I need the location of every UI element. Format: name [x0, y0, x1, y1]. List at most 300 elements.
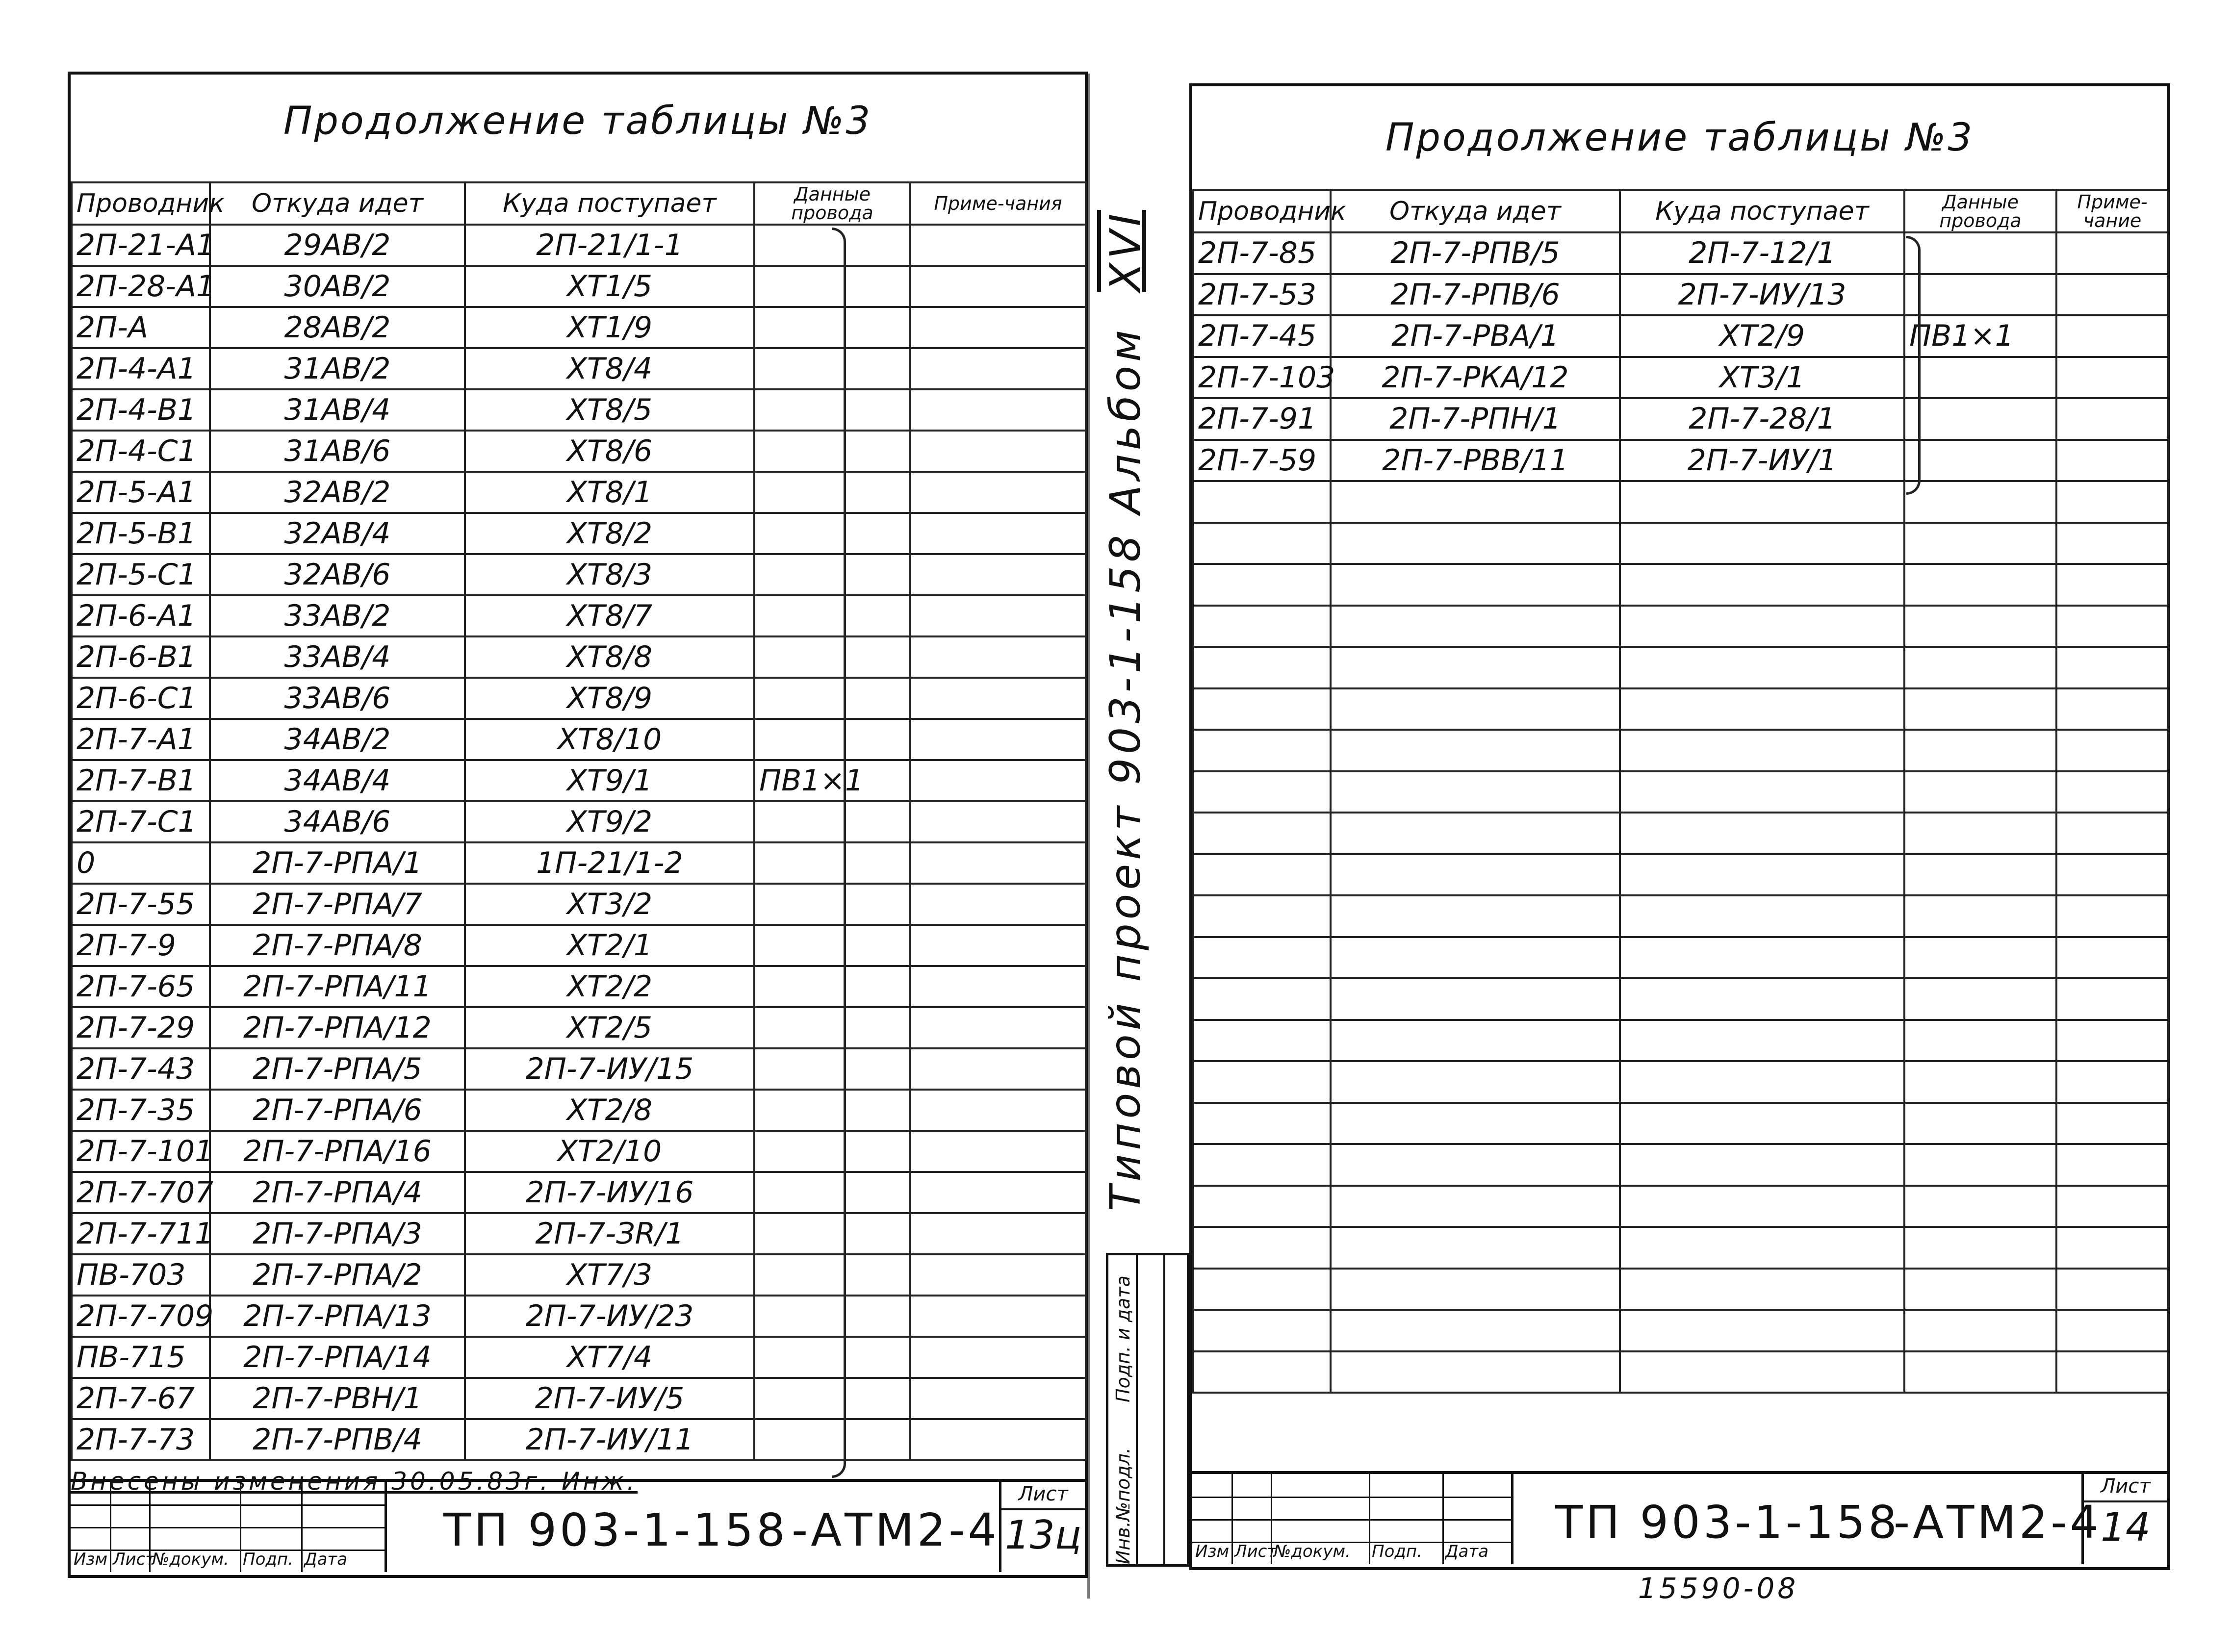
empty-cell — [1193, 688, 1331, 730]
table-row — [72, 348, 1086, 389]
from-cell: 31АВ/4 — [210, 389, 465, 431]
left-sheet-number-box — [999, 1482, 1085, 1572]
table-row — [72, 431, 1086, 472]
from-cell: 2П-7-РПА/7 — [210, 884, 465, 925]
table-row — [72, 266, 1086, 307]
to-cell: ХТ8/8 — [465, 636, 754, 678]
stamp-label: Лист — [113, 1550, 155, 1569]
conductor-cell: ПВ-703 — [72, 1254, 210, 1296]
empty-cell — [1904, 1186, 2056, 1227]
table-row — [72, 1378, 1086, 1419]
empty-cell — [910, 636, 1086, 678]
empty-cell — [1193, 1269, 1331, 1310]
conductor-cell: 2П-7-В1 — [72, 760, 210, 801]
empty-cell — [1193, 730, 1331, 771]
wire-spec-cell: ПВ1×1 — [1904, 315, 2056, 357]
empty-cell — [1620, 771, 1904, 813]
empty-cell — [910, 595, 1086, 636]
from-cell: 2П-7-РВВ/11 — [1331, 440, 1620, 482]
to-cell: 2П-7-ИУ/23 — [465, 1296, 754, 1337]
from-cell: 34АВ/2 — [210, 719, 465, 760]
conductor-cell: 2П-4-А1 — [72, 348, 210, 389]
left-heading: Продолжение таблицы №3 — [283, 99, 872, 143]
left-sheet-number: 13ц — [1004, 1512, 1082, 1558]
from-cell: 2П-7-РПА/12 — [210, 1007, 465, 1048]
table-row — [72, 1337, 1086, 1378]
to-cell: ХТ2/1 — [465, 925, 754, 966]
from-cell: 2П-7-РПВ/5 — [1331, 232, 1620, 274]
empty-cell — [2056, 895, 2168, 937]
empty-cell — [1193, 1144, 1331, 1186]
table-row — [72, 1213, 1086, 1254]
right-col-header-2: Куда поступает — [1620, 190, 1904, 232]
table-row — [72, 595, 1086, 636]
empty-cell — [910, 1337, 1086, 1378]
stamp-label: Изм — [1195, 1542, 1230, 1561]
empty-cell — [1193, 854, 1331, 896]
left-col-header-2: Куда поступает — [465, 182, 754, 225]
empty-cell — [2056, 440, 2168, 482]
empty-cell — [1331, 1227, 1620, 1269]
from-cell: 29АВ/2 — [210, 225, 465, 266]
empty-cell — [1331, 1186, 1620, 1227]
inventory-strip — [1106, 1253, 1189, 1567]
empty-cell — [1904, 1061, 2056, 1103]
table-row — [1193, 1186, 2168, 1227]
empty-cell — [1904, 440, 2056, 482]
empty-cell — [1620, 1061, 1904, 1103]
empty-cell — [1620, 978, 1904, 1020]
empty-cell — [1193, 564, 1331, 606]
stamp-label: Подп. — [243, 1550, 293, 1569]
from-cell: 31АВ/6 — [210, 431, 465, 472]
empty-cell — [2056, 232, 2168, 274]
to-cell: ХТ2/5 — [465, 1007, 754, 1048]
table-row — [72, 1007, 1086, 1048]
from-cell: 33АВ/6 — [210, 678, 465, 719]
empty-cell — [1193, 813, 1331, 854]
to-cell: ХТ7/4 — [465, 1337, 754, 1378]
from-cell: 2П-7-РКА/12 — [1331, 357, 1620, 399]
empty-cell — [910, 1378, 1086, 1419]
empty-cell — [910, 760, 1086, 801]
empty-cell — [910, 431, 1086, 472]
table-row — [1193, 813, 2168, 854]
table-row — [1193, 1144, 2168, 1186]
conductor-cell: 2П-7-73 — [72, 1419, 210, 1460]
empty-cell — [1904, 813, 2056, 854]
from-cell: 2П-7-РПА/2 — [210, 1254, 465, 1296]
from-cell: 2П-7-РВН/1 — [210, 1378, 465, 1419]
to-cell: ХТ2/10 — [465, 1131, 754, 1172]
empty-cell — [1331, 1061, 1620, 1103]
empty-cell — [910, 554, 1086, 595]
empty-cell — [2056, 1103, 2168, 1144]
empty-cell — [910, 678, 1086, 719]
empty-cell — [1193, 895, 1331, 937]
empty-cell — [1193, 1103, 1331, 1144]
empty-cell — [2056, 606, 2168, 647]
from-cell: 2П-7-РПА/3 — [210, 1213, 465, 1254]
left-col-header-0: Проводник — [72, 182, 210, 225]
from-cell: 2П-7-РПВ/4 — [210, 1419, 465, 1460]
empty-cell — [1331, 730, 1620, 771]
stamp-grid-line — [1369, 1474, 1370, 1564]
empty-cell — [1331, 771, 1620, 813]
right-col-header-1: Откуда идет — [1331, 190, 1620, 232]
changes-note: Внесены изменения 30.05.83г. Инж. — [71, 1467, 638, 1496]
empty-cell — [1331, 688, 1620, 730]
to-cell: ХТ8/4 — [465, 348, 754, 389]
from-cell: 2П-7-РПА/11 — [210, 966, 465, 1007]
to-cell: ХТ8/2 — [465, 513, 754, 554]
empty-cell — [2056, 357, 2168, 399]
conductor-cell: 2П-7-85 — [1193, 232, 1331, 274]
empty-cell — [1193, 481, 1331, 523]
conductor-cell: 2П-4-В1 — [72, 389, 210, 431]
table-row — [72, 925, 1086, 966]
empty-cell — [1193, 937, 1331, 979]
empty-cell — [910, 719, 1086, 760]
empty-cell — [1620, 1020, 1904, 1062]
table-row — [72, 225, 1086, 266]
empty-cell — [1904, 688, 2056, 730]
to-cell: 2П-7-ИУ/5 — [465, 1378, 754, 1419]
conductor-cell: 2П-7-711 — [72, 1213, 210, 1254]
empty-cell — [1331, 978, 1620, 1020]
empty-cell — [910, 1172, 1086, 1213]
empty-cell — [910, 1254, 1086, 1296]
right-sheet-number-box — [2081, 1474, 2167, 1564]
empty-cell — [1331, 1144, 1620, 1186]
table-row — [72, 760, 1086, 801]
empty-cell — [1331, 523, 1620, 564]
right-wire-table — [1192, 189, 2169, 1394]
table-row — [1193, 730, 2168, 771]
album-number: XVI — [1101, 209, 1150, 292]
empty-cell — [1904, 398, 2056, 440]
empty-cell — [1193, 1020, 1331, 1062]
left-wire-table — [71, 181, 1087, 1461]
conductor-cell: 2П-7-29 — [72, 1007, 210, 1048]
right-stamp-grid — [1192, 1474, 1513, 1564]
table-row — [1193, 1310, 2168, 1351]
empty-cell — [2056, 1227, 2168, 1269]
to-cell: 2П-21/1-1 — [465, 225, 754, 266]
empty-cell — [1331, 481, 1620, 523]
table-row — [1193, 1227, 2168, 1269]
from-cell: 34АВ/4 — [210, 760, 465, 801]
to-cell: 2П-7-ИУ/11 — [465, 1419, 754, 1460]
empty-cell — [910, 266, 1086, 307]
to-cell: 2П-7-ЗR/1 — [465, 1213, 754, 1254]
empty-cell — [1331, 854, 1620, 896]
conductor-cell: 2П-7-С1 — [72, 801, 210, 842]
stamp-grid-line — [1231, 1474, 1233, 1564]
table-row — [72, 389, 1086, 431]
empty-cell — [2056, 854, 2168, 896]
table-row — [1193, 481, 2168, 523]
empty-cell — [1331, 1269, 1620, 1310]
to-cell: ХТ8/3 — [465, 554, 754, 595]
empty-cell — [1620, 606, 1904, 647]
from-cell: 2П-7-РПВ/6 — [1331, 274, 1620, 316]
conductor-cell: ПВ-715 — [72, 1337, 210, 1378]
conductor-cell: 2П-7-А1 — [72, 719, 210, 760]
conductor-cell: 2П-5-А1 — [72, 472, 210, 513]
empty-cell — [910, 1090, 1086, 1131]
stamp-label: Дата — [304, 1550, 348, 1569]
empty-cell — [1904, 1020, 2056, 1062]
right-heading: Продолжение таблицы №3 — [1385, 116, 1975, 160]
sign-date-label: Подп. и дата — [1112, 1275, 1134, 1402]
stamp-grid-line — [1192, 1497, 1511, 1498]
album-label — [1101, 210, 1150, 1211]
from-cell: 2П-7-РПА/6 — [210, 1090, 465, 1131]
empty-cell — [2056, 1020, 2168, 1062]
left-stamp-grid — [71, 1482, 387, 1572]
empty-cell — [1620, 1144, 1904, 1186]
conductor-cell: 2П-7-65 — [72, 966, 210, 1007]
stamp-grid-line — [1192, 1519, 1511, 1521]
conductor-cell: 2П-5-С1 — [72, 554, 210, 595]
empty-cell — [2056, 1061, 2168, 1103]
conductor-cell: 2П-21-А1 — [72, 225, 210, 266]
empty-cell — [1904, 978, 2056, 1020]
to-cell: ХТ8/1 — [465, 472, 754, 513]
left-doc-suffix: -АТМ2-4 — [792, 1504, 1000, 1556]
empty-cell — [910, 1296, 1086, 1337]
from-cell: 33АВ/4 — [210, 636, 465, 678]
from-cell: 2П-7-РПА/8 — [210, 925, 465, 966]
table-row — [1193, 895, 2168, 937]
empty-cell — [2056, 978, 2168, 1020]
empty-cell — [2056, 730, 2168, 771]
empty-cell — [1620, 1310, 1904, 1351]
stamp-grid-line — [1442, 1474, 1444, 1564]
from-cell: 2П-7-РПА/14 — [210, 1337, 465, 1378]
empty-cell — [1193, 606, 1331, 647]
stamp-label: Изм — [74, 1550, 108, 1569]
table-row — [72, 1131, 1086, 1172]
stamp-grid-line — [110, 1482, 111, 1572]
left-brace — [832, 228, 846, 1478]
from-cell: 2П-7-РПА/4 — [210, 1172, 465, 1213]
conductor-cell: 2П-А — [72, 307, 210, 348]
to-cell: ХТ2/8 — [465, 1090, 754, 1131]
from-cell: 2П-7-РПА/5 — [210, 1048, 465, 1090]
stamp-label: №докум. — [152, 1550, 229, 1569]
empty-cell — [910, 1419, 1086, 1460]
empty-cell — [1331, 606, 1620, 647]
left-doc-code: ТП 903-1-158 — [443, 1504, 788, 1556]
empty-cell — [1904, 564, 2056, 606]
table-row — [1193, 564, 2168, 606]
to-cell: ХТ9/2 — [465, 801, 754, 842]
conductor-cell: 2П-4-С1 — [72, 431, 210, 472]
from-cell: 2П-7-РПА/1 — [210, 842, 465, 884]
empty-cell — [2056, 564, 2168, 606]
to-cell: ХТ3/2 — [465, 884, 754, 925]
conductor-cell: 2П-7-43 — [72, 1048, 210, 1090]
conductor-cell: 2П-7-709 — [72, 1296, 210, 1337]
stamp-label: Лист — [1234, 1542, 1277, 1561]
empty-cell — [1331, 1020, 1620, 1062]
table-row — [1193, 978, 2168, 1020]
empty-cell — [1193, 1310, 1331, 1351]
empty-cell — [1620, 564, 1904, 606]
empty-cell — [910, 225, 1086, 266]
empty-cell — [2056, 813, 2168, 854]
table-row — [1193, 398, 2168, 440]
right-title-block — [1192, 1471, 2167, 1567]
table-row — [1193, 1351, 2168, 1393]
conductor-cell: 2П-5-В1 — [72, 513, 210, 554]
right-sheet — [1189, 83, 2170, 1570]
empty-cell — [1904, 730, 2056, 771]
conductor-cell: 2П-7-101 — [72, 1131, 210, 1172]
right-col-header-3: Данные провода — [1904, 190, 2056, 232]
table-row — [1193, 315, 2168, 357]
right-col-header-4: Приме-чание — [2056, 190, 2168, 232]
stamp-label: Дата — [1445, 1542, 1489, 1561]
right-doc-suffix: -АТМ2-4 — [1894, 1496, 2102, 1549]
from-cell: 2П-7-РПА/16 — [210, 1131, 465, 1172]
conductor-cell: 2П-7-9 — [72, 925, 210, 966]
empty-cell — [1193, 771, 1331, 813]
conductor-cell: 2П-7-59 — [1193, 440, 1331, 482]
right-col-header-0: Проводник — [1193, 190, 1331, 232]
conductor-cell: 2П-7-53 — [1193, 274, 1331, 316]
table-row — [1193, 1269, 2168, 1310]
stamp-grid-line — [71, 1504, 385, 1506]
empty-cell — [2056, 481, 2168, 523]
empty-cell — [1904, 232, 2056, 274]
conductor-cell: 2П-7-55 — [72, 884, 210, 925]
archive-number: 15590-08 — [1638, 1572, 1799, 1605]
from-cell: 2П-7-РПН/1 — [1331, 398, 1620, 440]
table-row — [72, 554, 1086, 595]
to-cell: ХТ1/9 — [465, 307, 754, 348]
wire-spec-cell: ПВ1×1 — [754, 760, 910, 801]
conductor-cell: 2П-7-103 — [1193, 357, 1331, 399]
table-row — [1193, 1061, 2168, 1103]
empty-cell — [1620, 1227, 1904, 1269]
table-row — [1193, 606, 2168, 647]
table-row — [72, 842, 1086, 884]
table-row — [72, 472, 1086, 513]
to-cell: ХТ8/9 — [465, 678, 754, 719]
table-row — [72, 1172, 1086, 1213]
empty-cell — [2056, 1186, 2168, 1227]
empty-cell — [910, 513, 1086, 554]
to-cell: 2П-7-12/1 — [1620, 232, 1904, 274]
from-cell: 2П-7-РВА/1 — [1331, 315, 1620, 357]
table-row — [72, 884, 1086, 925]
right-sheet-label: Лист — [2084, 1475, 2167, 1502]
empty-cell — [1904, 606, 2056, 647]
table-row — [1193, 688, 2168, 730]
stamp-label: №докум. — [1274, 1542, 1351, 1561]
from-cell: 28АВ/2 — [210, 307, 465, 348]
to-cell: 2П-7-28/1 — [1620, 398, 1904, 440]
left-sheet — [68, 72, 1088, 1578]
to-cell: ХТ8/10 — [465, 719, 754, 760]
table-row — [72, 636, 1086, 678]
table-row — [1193, 357, 2168, 399]
empty-cell — [910, 966, 1086, 1007]
empty-cell — [910, 842, 1086, 884]
empty-cell — [1904, 771, 2056, 813]
empty-cell — [1904, 357, 2056, 399]
right-table-header — [1193, 190, 2168, 232]
conductor-cell: 2П-28-А1 — [72, 266, 210, 307]
empty-cell — [1193, 1351, 1331, 1393]
empty-cell — [1193, 523, 1331, 564]
left-col-header-1: Откуда идет — [210, 182, 465, 225]
empty-cell — [1904, 647, 2056, 688]
from-cell: 34АВ/6 — [210, 801, 465, 842]
to-cell: ХТ2/9 — [1620, 315, 1904, 357]
table-row — [72, 1090, 1086, 1131]
album-text: Типовой проект 903-1-158 Альбом — [1101, 326, 1150, 1211]
left-title-block — [71, 1479, 1085, 1575]
empty-cell — [1193, 978, 1331, 1020]
from-cell: 32АВ/2 — [210, 472, 465, 513]
table-row — [1193, 274, 2168, 316]
empty-cell — [2056, 1351, 2168, 1393]
empty-cell — [1904, 1103, 2056, 1144]
empty-cell — [1620, 1351, 1904, 1393]
empty-cell — [1904, 481, 2056, 523]
empty-cell — [1620, 730, 1904, 771]
to-cell: ХТ8/7 — [465, 595, 754, 636]
table-row — [1193, 232, 2168, 274]
to-cell: ХТ7/3 — [465, 1254, 754, 1296]
empty-cell — [2056, 398, 2168, 440]
conductor-cell: 2П-7-45 — [1193, 315, 1331, 357]
empty-cell — [1620, 688, 1904, 730]
left-sheet-label: Лист — [1001, 1483, 1085, 1510]
to-cell: ХТ8/5 — [465, 389, 754, 431]
empty-cell — [1331, 1351, 1620, 1393]
conductor-cell: 0 — [72, 842, 210, 884]
empty-cell — [1331, 895, 1620, 937]
from-cell: 32АВ/6 — [210, 554, 465, 595]
empty-cell — [2056, 274, 2168, 316]
empty-cell — [1331, 1310, 1620, 1351]
empty-cell — [2056, 771, 2168, 813]
empty-cell — [1331, 564, 1620, 606]
table-row — [1193, 1020, 2168, 1062]
empty-cell — [1620, 895, 1904, 937]
to-cell: ХТ3/1 — [1620, 357, 1904, 399]
empty-cell — [1331, 1103, 1620, 1144]
empty-cell — [1193, 1227, 1331, 1269]
empty-cell — [1620, 1186, 1904, 1227]
to-cell: ХТ1/5 — [465, 266, 754, 307]
from-cell: 30АВ/2 — [210, 266, 465, 307]
to-cell: ХТ8/6 — [465, 431, 754, 472]
table-row — [1193, 440, 2168, 482]
conductor-cell: 2П-6-С1 — [72, 678, 210, 719]
empty-cell — [2056, 315, 2168, 357]
stamp-grid-line — [240, 1482, 241, 1572]
to-cell: 2П-7-ИУ/16 — [465, 1172, 754, 1213]
empty-cell — [1620, 647, 1904, 688]
table-row — [1193, 854, 2168, 896]
from-cell: 2П-7-РПА/13 — [210, 1296, 465, 1337]
